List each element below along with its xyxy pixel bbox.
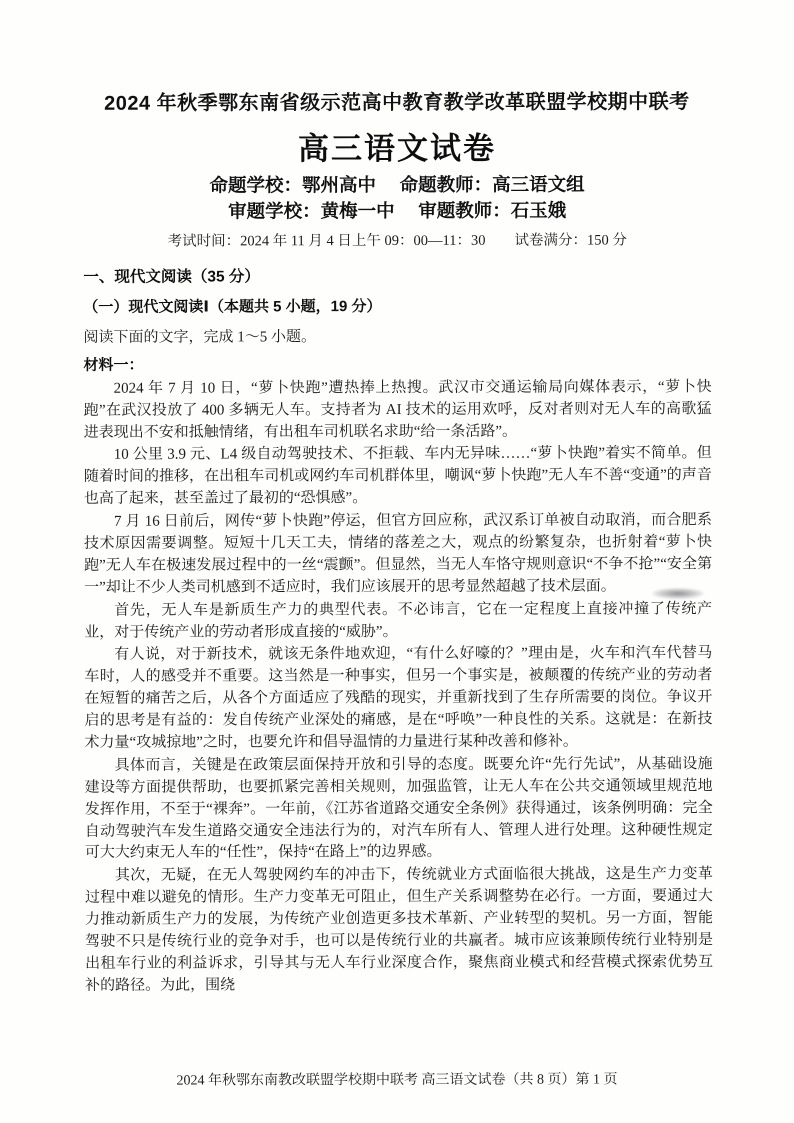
paragraph: 2024 年 7 月 10 日，“萝卜快跑”遭热捧上热搜。武汉市交通运输局向媒体表示，“萝卜快跑”在武汉投放了 400 多辆无人车。支持者为 AI 技术的运用欢呼，反对者则对无人车的高歌猛进表现出不安和抵触情绪，有出租车司机联名求助“给一条活路”。 [83,378,712,441]
paragraph: 其次，无疑，在无人驾驶网约车的冲击下，传统就业方式面临很大挑战，这是生产力变革过程中难以避免的情形。生产力变革无可阻止，但生产关系调整势在必行。一方面，要通过大力推动新质生产力的发展，为传统产业创造更多技术革新、产业转型的契机。另一方面，智能驾驶不只是传统行业的竞争对手，也可以是传统行业的共赢者。城市应该兼顾传统行业特别是出租车行业的利益诉求，引导其与无人车行业深度合作，聚焦商业模式和经营模式探索优势互补的路径。为此，围绕 [84,866,714,994]
page-content [83,85,713,997]
paragraph: 首先，无人车是新质生产力的典型代表。不必讳言，它在一定程度上直接冲撞了传统产业，对于传统产业的劳动者形成直接的“威胁”。 [84,600,713,641]
reviewer-line: 审题学校：黄梅一中 审题教师：石玉娥 [228,199,567,222]
paragraph: 具体而言，关键是在政策层面保持开放和引导的态度。既要允许“先行先试”，从基础设施建设等方面提供帮助，也要抓紧完善相关规则，加强监管，让无人车在公共交通领域里规范地发挥作用，不至于“裸奔”。一年前，《江苏省道路交通安全条例》获得通过，该条例明确：完全自动驾驶汽车发生道路交通安全违法行为的，对汽车所有人、管理人进行处理。这种硬性规定可大大约束无人车的“任性”，保持“在路上”的边界感。 [84,756,713,862]
exam-info-line: 考试时间：2024 年 11 月 4 日上午 09：00—11：30 试卷满分：150 分 [167,232,627,250]
section-title-modern-reading: 一、现代文阅读（35 分） [83,268,260,286]
page-footer: 2024 年秋鄂东南教改联盟学校期中联考 高三语文试卷（共 8 页）第 1 页 [176,1072,618,1089]
paragraph: 有人说，对于新技术，就该无条件地欢迎，“有什么好嚎的？”理由是，火车和汽车代替马车时，人的感受并不重要。这当然是一种事实，但另一个事实是，被颠覆的传统产业的劳动者在短暂的痛苦之后，从各个方面适应了残酷的现实，并重新找到了生存所需要的岗位。争议开启的思考是有益的：发自传统产业深处的痛感，是在“呼唤”一种良性的关系。这就是：在新技术力量“攻城掠地”之时，也要允许和倡导温情的力量进行某种改善和修补。 [84,645,713,751]
league-title: 2024 年秋季鄂东南省级示范高中教育教学改革联盟学校期中联考 [104,91,690,115]
reading-instruction: 阅读下面的文字，完成 1～5 小题。 [83,328,317,346]
paragraph: 7 月 16 日前后，网传“萝卜快跑”停运，但官方回应称，武汉系订单被自动取消，而合肥系技术原因需要调整。短短十几天工夫，情绪的落差之大，观点的纷繁复杂，也折射着“萝卜快跑”无人车在极速发展过程中的一丝“震颤”。但显然，当无人车恪守规则意识“不争不抢”“安全第一”却让不少人类司机感到不适应时，我们应该展开的思考显然超越了技术层面。 [83,512,713,596]
exam-title: 高三语文试卷 [297,130,497,167]
paragraph: 10 公里 3.9 元、L4 级自动驾驶技术、不拒载、车内无异味……“萝卜快跑”着实不简单。但随着时间的推移，在出租车司机或网约车司机群体里，嘲讽“萝卜快跑”无人车不善“变通”的声音也高了起来，甚至盖过了最初的“恐惧感”。 [83,445,712,508]
material-one-text [84,377,714,998]
setter-line: 命题学校：鄂州高中 命题教师：高三语文组 [209,173,585,196]
material-one-label: 材料一： [83,356,144,374]
subsection-title-reading-one: （一）现代文阅读Ⅰ（本题共 5 小题，19 分） [83,297,382,316]
